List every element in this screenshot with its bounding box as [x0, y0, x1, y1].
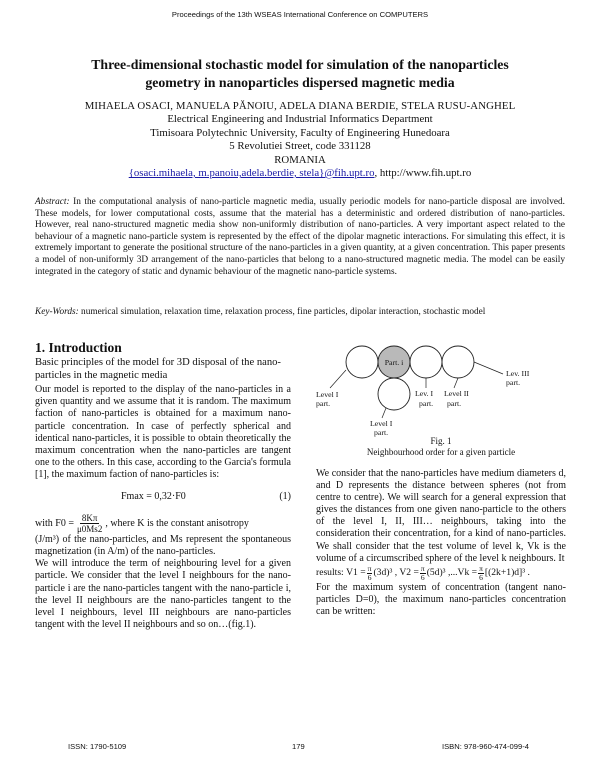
- authors: MIHAELA OSACI, MANUELA PĂNOIU, ADELA DIANA BERDIE, STELA RUSU-ANGHEL: [84, 100, 516, 112]
- f0-numerator: 8Kπ: [81, 513, 98, 524]
- fig-lev1-mid-2: part.: [419, 399, 434, 408]
- subheading: Basic principles of the model for 3D disposal of the nano-particles in the magnetic media: [35, 357, 281, 381]
- abstract-label: Abstract:: [35, 197, 70, 207]
- volume-formulas: [316, 565, 566, 582]
- v1-pi: π: [367, 563, 372, 573]
- v1-tail: (3d)³ , V2 =: [373, 567, 419, 579]
- affiliation-block: [40, 100, 560, 180]
- right-paragraph-1: We consider that the nano-particles have medium diameters d, and D represents the distance between spheres (not from centre to centre). We will search for a general expression that gives the distances from one given nano-particle to the others of the level I, II, III… neighbours, taking into the consideration their concentration, for a kind of nano-particles. We shall consider that the test volume of level k, Vk is the volume of a circumscribed sphere of the level k neighbours. It: [316, 468, 566, 564]
- v2-fraction: [420, 565, 426, 582]
- footer-page-number: 179: [292, 742, 305, 751]
- vk-pi: π: [479, 563, 483, 573]
- fig-lev3-label-2: part.: [506, 378, 521, 387]
- paper-title: [60, 56, 540, 92]
- fig-lev1-left-2: part.: [316, 399, 331, 408]
- keywords-text: numerical simulation, relaxation time, relaxation process, fine particles, dipolar interaction, stochastic model: [78, 307, 486, 317]
- vk-six: 6: [479, 572, 483, 582]
- equation-1-number: (1): [279, 491, 291, 503]
- right-paragraph-2: For the maximum system of concentration (tangent nano-particles D=0), the maximum nano-particles concentration can be written:: [316, 581, 566, 617]
- title-line-1: Three-dimensional stochastic model for simulation of the nanoparticles: [91, 57, 509, 72]
- f0-prefix: with F0 =: [35, 517, 74, 529]
- footer-isbn: ISBN: 978-960-474-099-4: [442, 742, 529, 751]
- level-iii-pointer: [474, 362, 503, 374]
- department: Electrical Engineering and Industrial Informatics Department: [167, 113, 433, 126]
- v1-six: 6: [367, 572, 372, 582]
- level-ii-circle: [442, 346, 474, 378]
- level-i-left-pointer: [330, 370, 346, 388]
- section-heading: 1. Introduction: [35, 340, 122, 355]
- level-ii-pointer: [454, 378, 458, 388]
- f0-definition: [35, 513, 291, 534]
- v2-six: 6: [420, 572, 425, 582]
- equation-1-body: Fmax = 0,32·F0: [121, 491, 186, 503]
- keywords-label: Key-Words:: [35, 307, 79, 317]
- street: 5 Revolutiei Street, code 331128: [229, 140, 371, 153]
- website-text: , http://www.fih.upt.ro: [374, 167, 472, 180]
- level-i-right-circle: [410, 346, 442, 378]
- university: Timisoara Polytechnic University, Faculty of Engineering Hunedoara: [150, 126, 450, 139]
- level-i-bottom-circle: [378, 378, 410, 410]
- email-link[interactable]: {osaci.mihaela, m.panoiu,adela.berdie, stela}@fih.upt.ro: [128, 167, 375, 180]
- level-i-left-circle: [346, 346, 378, 378]
- running-head: Proceedings of the 13th WSEAS International Conference on COMPUTERS: [171, 10, 429, 19]
- keywords: [35, 307, 565, 319]
- abstract: [35, 197, 565, 278]
- v1-left: V1 =: [346, 567, 366, 579]
- level-i-bottom-pointer: [382, 408, 386, 418]
- figure-caption: [316, 436, 566, 458]
- abstract-text: In the computational analysis of nano-particle magnetic media, usually periodic models for nano-particle disposal are involved. These models, for lower computational costs, assume that the material has a deterministic and ordered distribution of nano-particles. However, real nano-structured magnetic media show non-uniformly distribution of nano-particles. A very important aspect related to the behaviour of a magnetic nano-particle system is represented by the effect of the dipolar magnetic interactions. For simulating this effect, it is extremely important to generate the positional structure of the nano-particles in a given quantity, at a given concentration. This paper presents a model of non-uniformly 3D arrangement of the nano-particles that belong to a nano-structured magnetic media. The model can be easily integrated in the category of static and dynamic behaviour of the magnetic nano-particle systems.: [35, 197, 565, 277]
- v2-tail: (5d)³ ,...Vk =: [426, 567, 478, 579]
- vk-fraction: [478, 565, 484, 582]
- f0-fraction: [77, 513, 102, 534]
- fig-lev1-left-1: Level I: [316, 390, 339, 399]
- v1-fraction: [367, 565, 373, 582]
- f0-denominator: μ0Ms2: [76, 524, 103, 535]
- fig-center-label: Part. i: [384, 358, 404, 367]
- f0-suffix: , where K is the constant anisotropy: [105, 517, 249, 529]
- intro-paragraph-3: We will introduce the term of neighbouring level for a given particle. We consider that the level I neighbours for the nano-particle i are the nano-particles tangent with the nano-particle i, the level II neighbours are the nano-particles tangent to the level I neighbours, level III neighbours are nano-particles tangent with the level II neighbours and so on…(fig.1).: [35, 558, 291, 630]
- intro-paragraph-1: Our model is reported to the display of the nano-particles in a given quantity and we assume that it is random. The maximum faction of nano-particles is obtained for a maximum nano-particle concentration. In case of perfectly spherical and identical nano-particles, it is possible to obtain theoretically the maximum concentration when the nano-particles are tangent one to the others. In this case, according to the Garcia's formula [1], the maximum faction of nano-particles is:: [35, 384, 291, 480]
- fig-lev1-bottom-1: Level I: [370, 419, 393, 428]
- country: ROMANIA: [274, 153, 326, 166]
- fig-lev3-label-1: Lev. III: [506, 369, 530, 378]
- equation-1: [35, 491, 291, 503]
- right-column: [316, 468, 566, 618]
- fig-lev2-2: part.: [447, 399, 462, 408]
- fig-lev1-mid-1: Lev. I: [415, 389, 434, 398]
- left-column: [35, 342, 291, 631]
- fig-lev2-1: Level II: [444, 389, 469, 398]
- footer-issn: ISSN: 1790-5109: [68, 742, 127, 751]
- contact-line: [40, 167, 560, 180]
- intro-paragraph-2: (J/m³) of the nano-particles, and Ms represent the spontaneous magnetization (in A/m) of the nano-particles.: [35, 534, 291, 558]
- vk-tail: [(2k+1)d]³ .: [484, 567, 530, 579]
- fig-caption-number: Fig. 1: [430, 436, 452, 446]
- fig-lev1-bottom-2: part.: [374, 428, 389, 437]
- v2-pi: π: [420, 563, 425, 573]
- fig-caption-text: Neighbourhood order for a given particle: [366, 447, 516, 457]
- title-line-2: geometry in nanoparticles dispersed magnetic media: [145, 75, 455, 90]
- results-label: results:: [316, 567, 344, 579]
